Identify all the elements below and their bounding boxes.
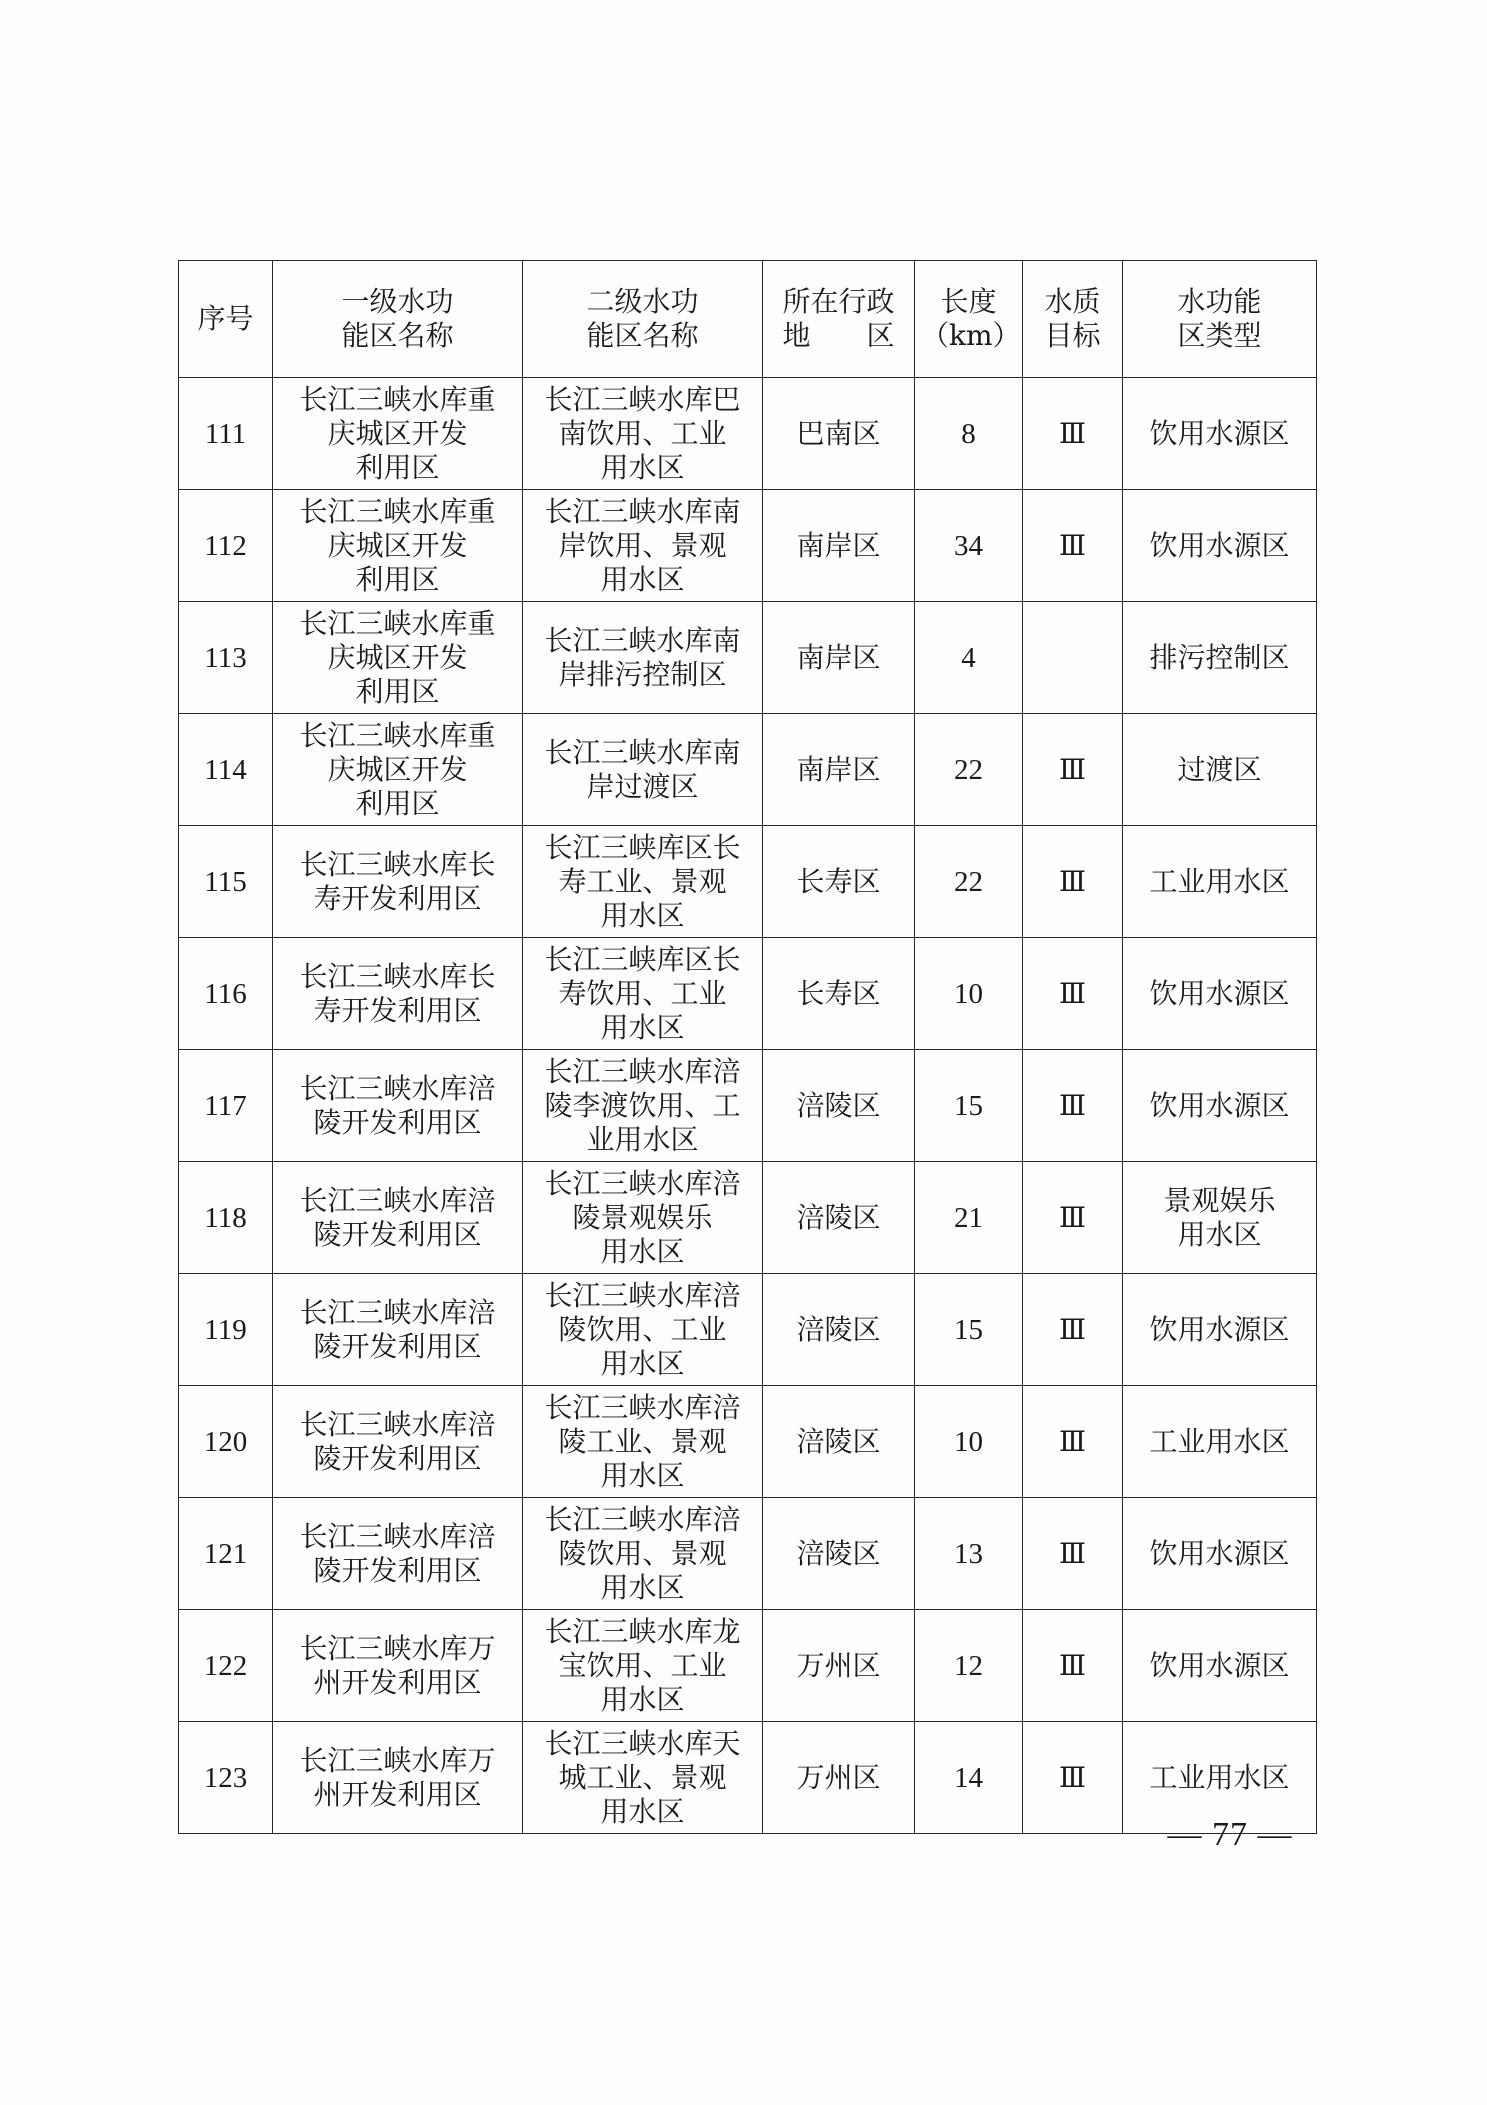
cell-length: 22: [915, 714, 1023, 826]
cell-zone-type: 工业用水区: [1123, 1722, 1317, 1834]
cell-primary-zone: 长江三峡水库长 寿开发利用区: [273, 826, 523, 938]
cell-secondary-zone: 长江三峡水库南 岸排污控制区: [523, 602, 763, 714]
table-row: [179, 1050, 1317, 1162]
cell-district: 万州区: [763, 1722, 915, 1834]
cell-secondary-zone: 长江三峡水库涪 陵饮用、景观 用水区: [523, 1498, 763, 1610]
cell-secondary-zone: 长江三峡水库涪 陵工业、景观 用水区: [523, 1386, 763, 1498]
cell-district: 南岸区: [763, 602, 915, 714]
cell-quality: Ⅲ: [1023, 1498, 1123, 1610]
cell-quality: Ⅲ: [1023, 378, 1123, 490]
cell-zone-type: 排污控制区: [1123, 602, 1317, 714]
table-body: [179, 378, 1317, 1834]
table-row: [179, 1386, 1317, 1498]
table-row: [179, 1610, 1317, 1722]
cell-district: 涪陵区: [763, 1274, 915, 1386]
cell-district: 南岸区: [763, 714, 915, 826]
cell-quality: Ⅲ: [1023, 1050, 1123, 1162]
table-row: [179, 938, 1317, 1050]
cell-primary-zone: 长江三峡水库重 庆城区开发 利用区: [273, 490, 523, 602]
cell-quality: Ⅲ: [1023, 1722, 1123, 1834]
cell-zone-type: 饮用水源区: [1123, 378, 1317, 490]
cell-seq: 123: [179, 1722, 273, 1834]
cell-quality: Ⅲ: [1023, 1162, 1123, 1274]
cell-length: 34: [915, 490, 1023, 602]
cell-primary-zone: 长江三峡水库长 寿开发利用区: [273, 938, 523, 1050]
cell-primary-zone: 长江三峡水库涪 陵开发利用区: [273, 1274, 523, 1386]
table-row: [179, 1498, 1317, 1610]
cell-district: 涪陵区: [763, 1050, 915, 1162]
cell-seq: 114: [179, 714, 273, 826]
cell-zone-type: 饮用水源区: [1123, 1050, 1317, 1162]
cell-district: 涪陵区: [763, 1498, 915, 1610]
cell-secondary-zone: 长江三峡水库天 城工业、景观 用水区: [523, 1722, 763, 1834]
table-row: [179, 490, 1317, 602]
cell-quality: Ⅲ: [1023, 938, 1123, 1050]
cell-primary-zone: 长江三峡水库涪 陵开发利用区: [273, 1162, 523, 1274]
cell-seq: 121: [179, 1498, 273, 1610]
cell-secondary-zone: 长江三峡水库涪 陵李渡饮用、工 业用水区: [523, 1050, 763, 1162]
cell-primary-zone: 长江三峡水库重 庆城区开发 利用区: [273, 378, 523, 490]
table-row: [179, 602, 1317, 714]
cell-length: 21: [915, 1162, 1023, 1274]
cell-length: 8: [915, 378, 1023, 490]
cell-seq: 120: [179, 1386, 273, 1498]
header-quality: 水质 目标: [1023, 261, 1123, 378]
cell-quality: Ⅲ: [1023, 714, 1123, 826]
cell-secondary-zone: 长江三峡水库巴 南饮用、工业 用水区: [523, 378, 763, 490]
cell-primary-zone: 长江三峡水库重 庆城区开发 利用区: [273, 714, 523, 826]
cell-seq: 118: [179, 1162, 273, 1274]
cell-secondary-zone: 长江三峡水库涪 陵景观娱乐 用水区: [523, 1162, 763, 1274]
cell-district: 巴南区: [763, 378, 915, 490]
cell-length: 10: [915, 1386, 1023, 1498]
cell-length: 14: [915, 1722, 1023, 1834]
cell-district: 万州区: [763, 1610, 915, 1722]
cell-primary-zone: 长江三峡水库万 州开发利用区: [273, 1722, 523, 1834]
cell-seq: 116: [179, 938, 273, 1050]
cell-quality: [1023, 602, 1123, 714]
cell-zone-type: 工业用水区: [1123, 826, 1317, 938]
cell-length: 4: [915, 602, 1023, 714]
cell-secondary-zone: 长江三峡水库南 岸饮用、景观 用水区: [523, 490, 763, 602]
cell-length: 10: [915, 938, 1023, 1050]
cell-zone-type: 过渡区: [1123, 714, 1317, 826]
cell-zone-type: 饮用水源区: [1123, 1274, 1317, 1386]
table-row: [179, 378, 1317, 490]
table-row: [179, 826, 1317, 938]
cell-primary-zone: 长江三峡水库重 庆城区开发 利用区: [273, 602, 523, 714]
header-primary-zone: 一级水功 能区名称: [273, 261, 523, 378]
cell-primary-zone: 长江三峡水库万 州开发利用区: [273, 1610, 523, 1722]
cell-district: 涪陵区: [763, 1386, 915, 1498]
cell-seq: 115: [179, 826, 273, 938]
cell-seq: 122: [179, 1610, 273, 1722]
cell-secondary-zone: 长江三峡水库龙 宝饮用、工业 用水区: [523, 1610, 763, 1722]
header-district: 所在行政 地 区: [763, 261, 915, 378]
header-seq: 序号: [179, 261, 273, 378]
cell-secondary-zone: 长江三峡库区长 寿饮用、工业 用水区: [523, 938, 763, 1050]
cell-quality: Ⅲ: [1023, 826, 1123, 938]
cell-zone-type: 饮用水源区: [1123, 1610, 1317, 1722]
cell-zone-type: 饮用水源区: [1123, 938, 1317, 1050]
cell-district: 长寿区: [763, 938, 915, 1050]
cell-quality: Ⅲ: [1023, 1274, 1123, 1386]
header-zone-type: 水功能 区类型: [1123, 261, 1317, 378]
cell-district: 涪陵区: [763, 1162, 915, 1274]
table-row: [179, 1274, 1317, 1386]
table-header-row: [179, 261, 1317, 378]
cell-length: 15: [915, 1050, 1023, 1162]
cell-zone-type: 工业用水区: [1123, 1386, 1317, 1498]
cell-district: 南岸区: [763, 490, 915, 602]
cell-length: 12: [915, 1610, 1023, 1722]
table-row: [179, 1722, 1317, 1834]
cell-zone-type: 饮用水源区: [1123, 490, 1317, 602]
cell-primary-zone: 长江三峡水库涪 陵开发利用区: [273, 1386, 523, 1498]
cell-seq: 113: [179, 602, 273, 714]
cell-primary-zone: 长江三峡水库涪 陵开发利用区: [273, 1498, 523, 1610]
header-secondary-zone: 二级水功 能区名称: [523, 261, 763, 378]
table-row: [179, 1162, 1317, 1274]
cell-seq: 112: [179, 490, 273, 602]
cell-district: 长寿区: [763, 826, 915, 938]
cell-quality: Ⅲ: [1023, 490, 1123, 602]
cell-length: 22: [915, 826, 1023, 938]
cell-zone-type: 景观娱乐 用水区: [1123, 1162, 1317, 1274]
cell-zone-type: 饮用水源区: [1123, 1498, 1317, 1610]
cell-length: 13: [915, 1498, 1023, 1610]
header-length: 长度 （km）: [915, 261, 1023, 378]
cell-secondary-zone: 长江三峡水库涪 陵饮用、工业 用水区: [523, 1274, 763, 1386]
cell-seq: 111: [179, 378, 273, 490]
cell-quality: Ⅲ: [1023, 1610, 1123, 1722]
cell-seq: 117: [179, 1050, 273, 1162]
water-function-zone-table: [178, 260, 1317, 1834]
cell-secondary-zone: 长江三峡库区长 寿工业、景观 用水区: [523, 826, 763, 938]
cell-length: 15: [915, 1274, 1023, 1386]
cell-primary-zone: 长江三峡水库涪 陵开发利用区: [273, 1050, 523, 1162]
table-row: [179, 714, 1317, 826]
cell-quality: Ⅲ: [1023, 1386, 1123, 1498]
cell-seq: 119: [179, 1274, 273, 1386]
page-number: — 77 —: [1167, 1816, 1293, 1853]
cell-secondary-zone: 长江三峡水库南 岸过渡区: [523, 714, 763, 826]
